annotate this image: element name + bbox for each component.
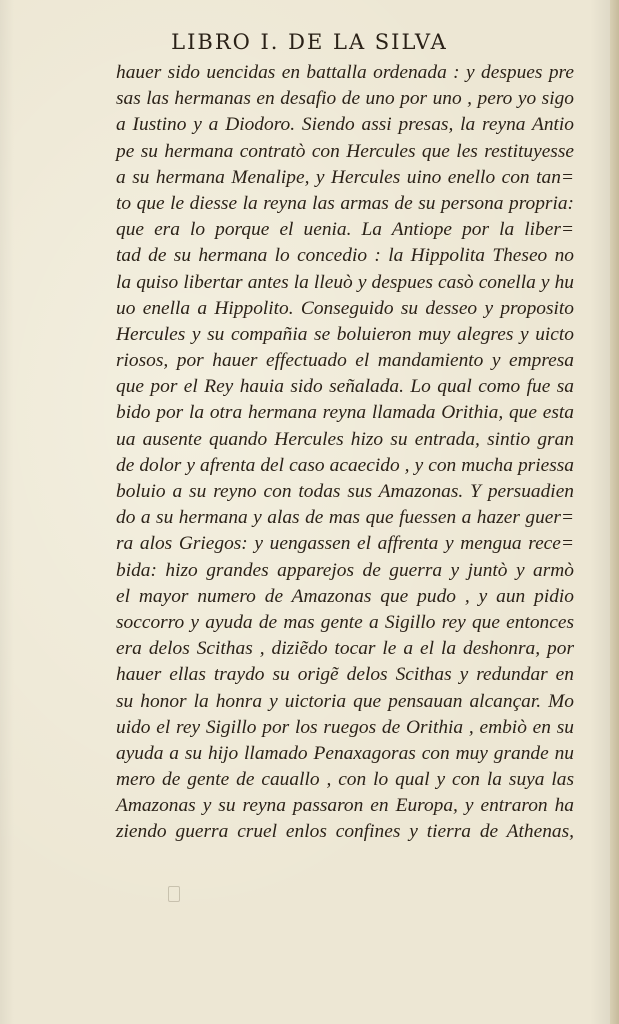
text-line: ziendo guerra cruel enlos confines y tierra de Athenas, xyxy=(116,821,574,843)
text-line: riosos, por hauer effectuado el mandamiento y empresa xyxy=(116,350,574,372)
text-line: la quiso libertar antes la lleuò y despues casò conella y hu xyxy=(116,271,574,293)
text-line: hauer ellas traydo su origẽ delos Scithas y redundar en xyxy=(116,664,574,686)
text-line: boluio a su reyno con todas sus Amazonas. Y persuadien xyxy=(116,481,574,502)
text-line: ua ausente quando Hercules hizo su entrada, sintio gran xyxy=(116,428,574,450)
text-line: de dolor y afrenta del caso acaecido , y con mucha priessa xyxy=(116,454,574,476)
text-line: a su hermana Menalipe, y Hercules uino enello con tan= xyxy=(116,166,574,188)
text-line: uo enella a Hippolito. Conseguido su desseo y proposito xyxy=(116,297,574,319)
text-line: pe su hermana contratò con Hercules que les restituyesse xyxy=(116,140,574,162)
text-line: bido por la otra hermana reyna llamada Orithia, que esta xyxy=(116,402,574,424)
text-line: soccorro y ayuda de mas gente a Sigillo rey que entonces xyxy=(116,611,574,633)
text-line: que por el Rey hauia sido señalada. Lo qual como fue sa xyxy=(116,376,574,398)
text-line: bida: hizo grandes apparejos de guerra y juntò y armò xyxy=(116,559,574,581)
running-title: LIBRO I. DE LA SILVA xyxy=(171,30,448,54)
text-line: ayuda a su hijo llamado Penaxagoras con muy grande nu xyxy=(116,742,574,764)
text-line: que era lo porque el uenia. La Antiope por la liber= xyxy=(116,219,574,241)
text-line: do a su hermana y alas de mas que fuessen a hazer guer= xyxy=(116,507,574,529)
page-edge xyxy=(610,0,619,1024)
text-line: Amazonas y su reyna passaron en Europa, y entraron ha xyxy=(116,795,574,817)
text-line: Hercules y su compañia se boluieron muy alegres y uicto xyxy=(116,323,574,345)
text-line: su honor la honra y uictoria que pensauan alcançar. Mo xyxy=(116,690,574,712)
text-line: sas las hermanas en desafio de uno por uno , pero yo sigo xyxy=(116,88,574,110)
text-line: uido el rey Sigillo por los ruegos de Orithia , embiò en su xyxy=(116,716,574,738)
text-line: to que le diesse la reyna las armas de su persona propria: xyxy=(116,192,574,214)
text-line: mero de gente de cauallo , con lo qual y con la suya las xyxy=(116,769,574,791)
text-line: ra alos Griegos: y uengassen el affrenta y mengua rece= xyxy=(116,533,574,555)
ink-mark xyxy=(168,886,180,902)
text-line: era delos Scithas , diziẽdo tocar le a el la deshonra, por xyxy=(116,638,574,660)
text-line: hauer sido uencidas en battalla ordenada : y despues pre xyxy=(116,62,574,83)
body-text xyxy=(116,60,574,846)
text-line: a Iustino y a Diodoro. Siendo assi presas, la reyna Antio xyxy=(116,114,574,136)
text-line: tad de su hermana lo concedio : la Hippolita Theseo no xyxy=(116,245,574,267)
text-line: el mayor numero de Amazonas que pudo , y aun pidio xyxy=(116,585,574,607)
